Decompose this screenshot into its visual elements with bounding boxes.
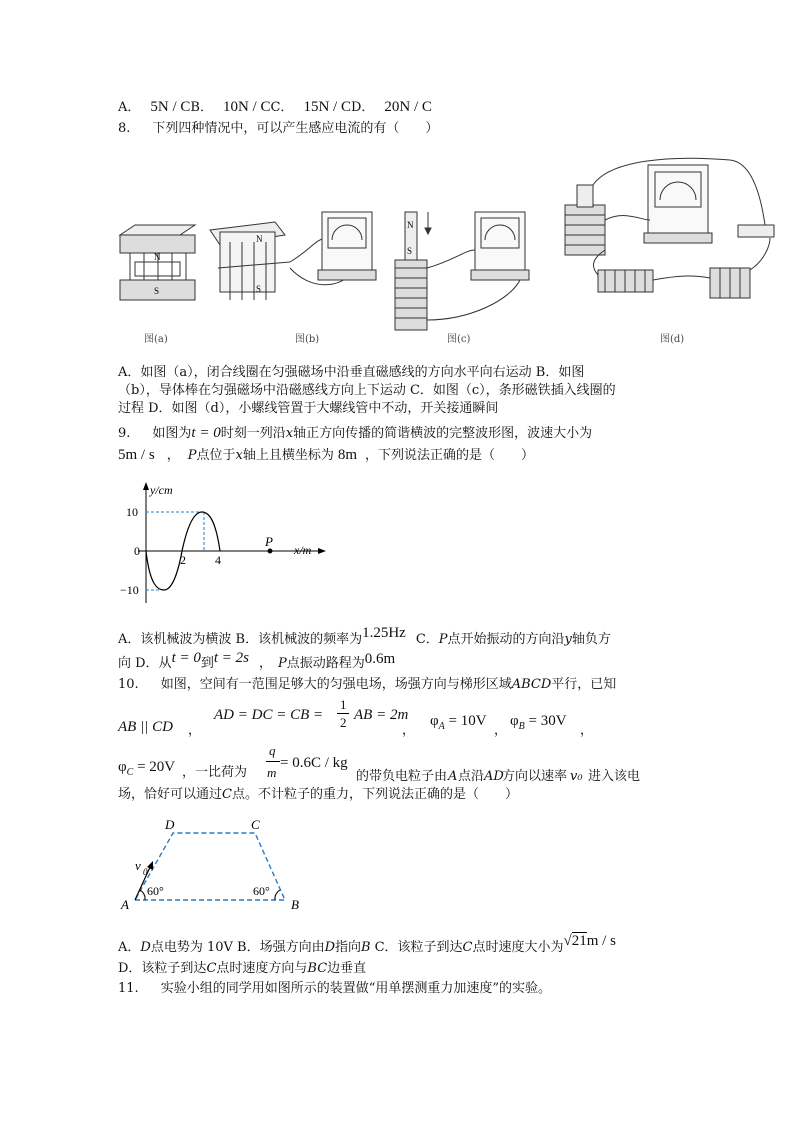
- q8-options-line2: （b），导体棒在匀强磁场中沿磁感线方向上下运动 C．如图（c），条形磁铁插入线圈的: [118, 383, 616, 398]
- q10-options-line1: A．D点电势为 10V B．场强方向由D指向B C．该粒子到达C点时速度大小为√21m / s: [118, 933, 616, 955]
- svg-text:P: P: [265, 534, 273, 549]
- svg-text:60°: 60°: [253, 884, 270, 898]
- figure-c-label: 图(c): [447, 334, 471, 345]
- q10-stem-line3: $\varphi_C = 20V$ ，一比荷为 q m = 0.6C / kg 的带负电粒子由 A 点沿 AD 方向以速率 v₀ 进入该电: [118, 743, 641, 784]
- figure-b: [210, 212, 376, 300]
- svg-text:N: N: [154, 252, 161, 262]
- tick-x-4: 4: [215, 553, 221, 567]
- q8-options-line3: 过程 D．如图（d），小螺线管置于大螺线管中不动，开关接通瞬间: [118, 401, 499, 416]
- svg-text:N: N: [407, 220, 414, 230]
- point-p: [268, 549, 273, 554]
- svg-text:S: S: [407, 246, 413, 256]
- q7-options: A． 5N / CB． 10N / CC． 15N / CD． 20N / C: [118, 99, 432, 115]
- tick-y-0: 0: [134, 544, 140, 558]
- q10-options-line2: D．该粒子到达C点时速度方向与BC边垂直: [118, 961, 367, 976]
- q11-stem: 11. 实验小组的同学用如图所示的装置做“用单摆测重力加速度”的实验。: [118, 981, 551, 996]
- figure-b-label: 图(b): [295, 334, 320, 345]
- svg-text:N: N: [256, 234, 263, 244]
- svg-text:B: B: [291, 897, 299, 912]
- svg-text:0: 0: [143, 867, 148, 877]
- figure-d-label: 图(d): [660, 334, 685, 345]
- q9-stem-line1: 9. 如图为t = 0时刻一列沿x轴正方向传播的简谐横波的完整波形图，波速大小为: [118, 425, 593, 441]
- q9-stem-line2: 5m / s ， P点位于x轴上且横坐标为 8m ，下列说法正确的是（ ）: [118, 447, 535, 463]
- svg-text:C: C: [251, 817, 260, 832]
- q8-options-line1: A．如图（a），闭合线圈在匀强磁场中沿垂直磁感线的方向水平向右运动 B．如图: [118, 365, 585, 380]
- q8-figures: [110, 150, 780, 350]
- svg-text:v: v: [135, 858, 141, 873]
- q9-options-line1: A．该机械波为横波 B．该机械波的频率为1.25Hz C．P点开始振动的方向沿y轴负方: [118, 625, 611, 647]
- figure-d: [565, 158, 774, 298]
- svg-text:60°: 60°: [147, 884, 164, 898]
- svg-text:D: D: [165, 817, 175, 832]
- q10-trapezoid-figure: [115, 815, 315, 915]
- q10-stem-line1: 10. 如图，空间有一范围足够大的匀强电场，场强方向与梯形区域ABCD平行，已知: [118, 677, 617, 692]
- tick-y-neg10: −10: [120, 583, 139, 597]
- svg-text:S: S: [256, 284, 262, 294]
- q9-wave-graph: [110, 478, 340, 608]
- figure-c: [395, 212, 529, 330]
- figure-a: [120, 225, 195, 300]
- tick-x-2: 2: [180, 553, 186, 567]
- svg-text:S: S: [154, 286, 160, 296]
- q9-options-line2: 向 D．从t = 0到t = 2s ， P点振动路程为0.6m: [118, 650, 396, 671]
- q8-stem: 8. 下列四种情况中，可以产生感应电流的有（ ）: [118, 121, 439, 136]
- q10-stem-line4: 场，恰好可以通过C点。不计粒子的重力，下列说法正确的是（ ）: [118, 787, 518, 802]
- tick-y-10: 10: [126, 505, 138, 519]
- graph-xlabel: x/m: [294, 543, 312, 557]
- figure-a-label: 图(a): [144, 334, 168, 345]
- graph-ylabel: y/cm: [150, 483, 173, 497]
- svg-text:A: A: [121, 897, 129, 912]
